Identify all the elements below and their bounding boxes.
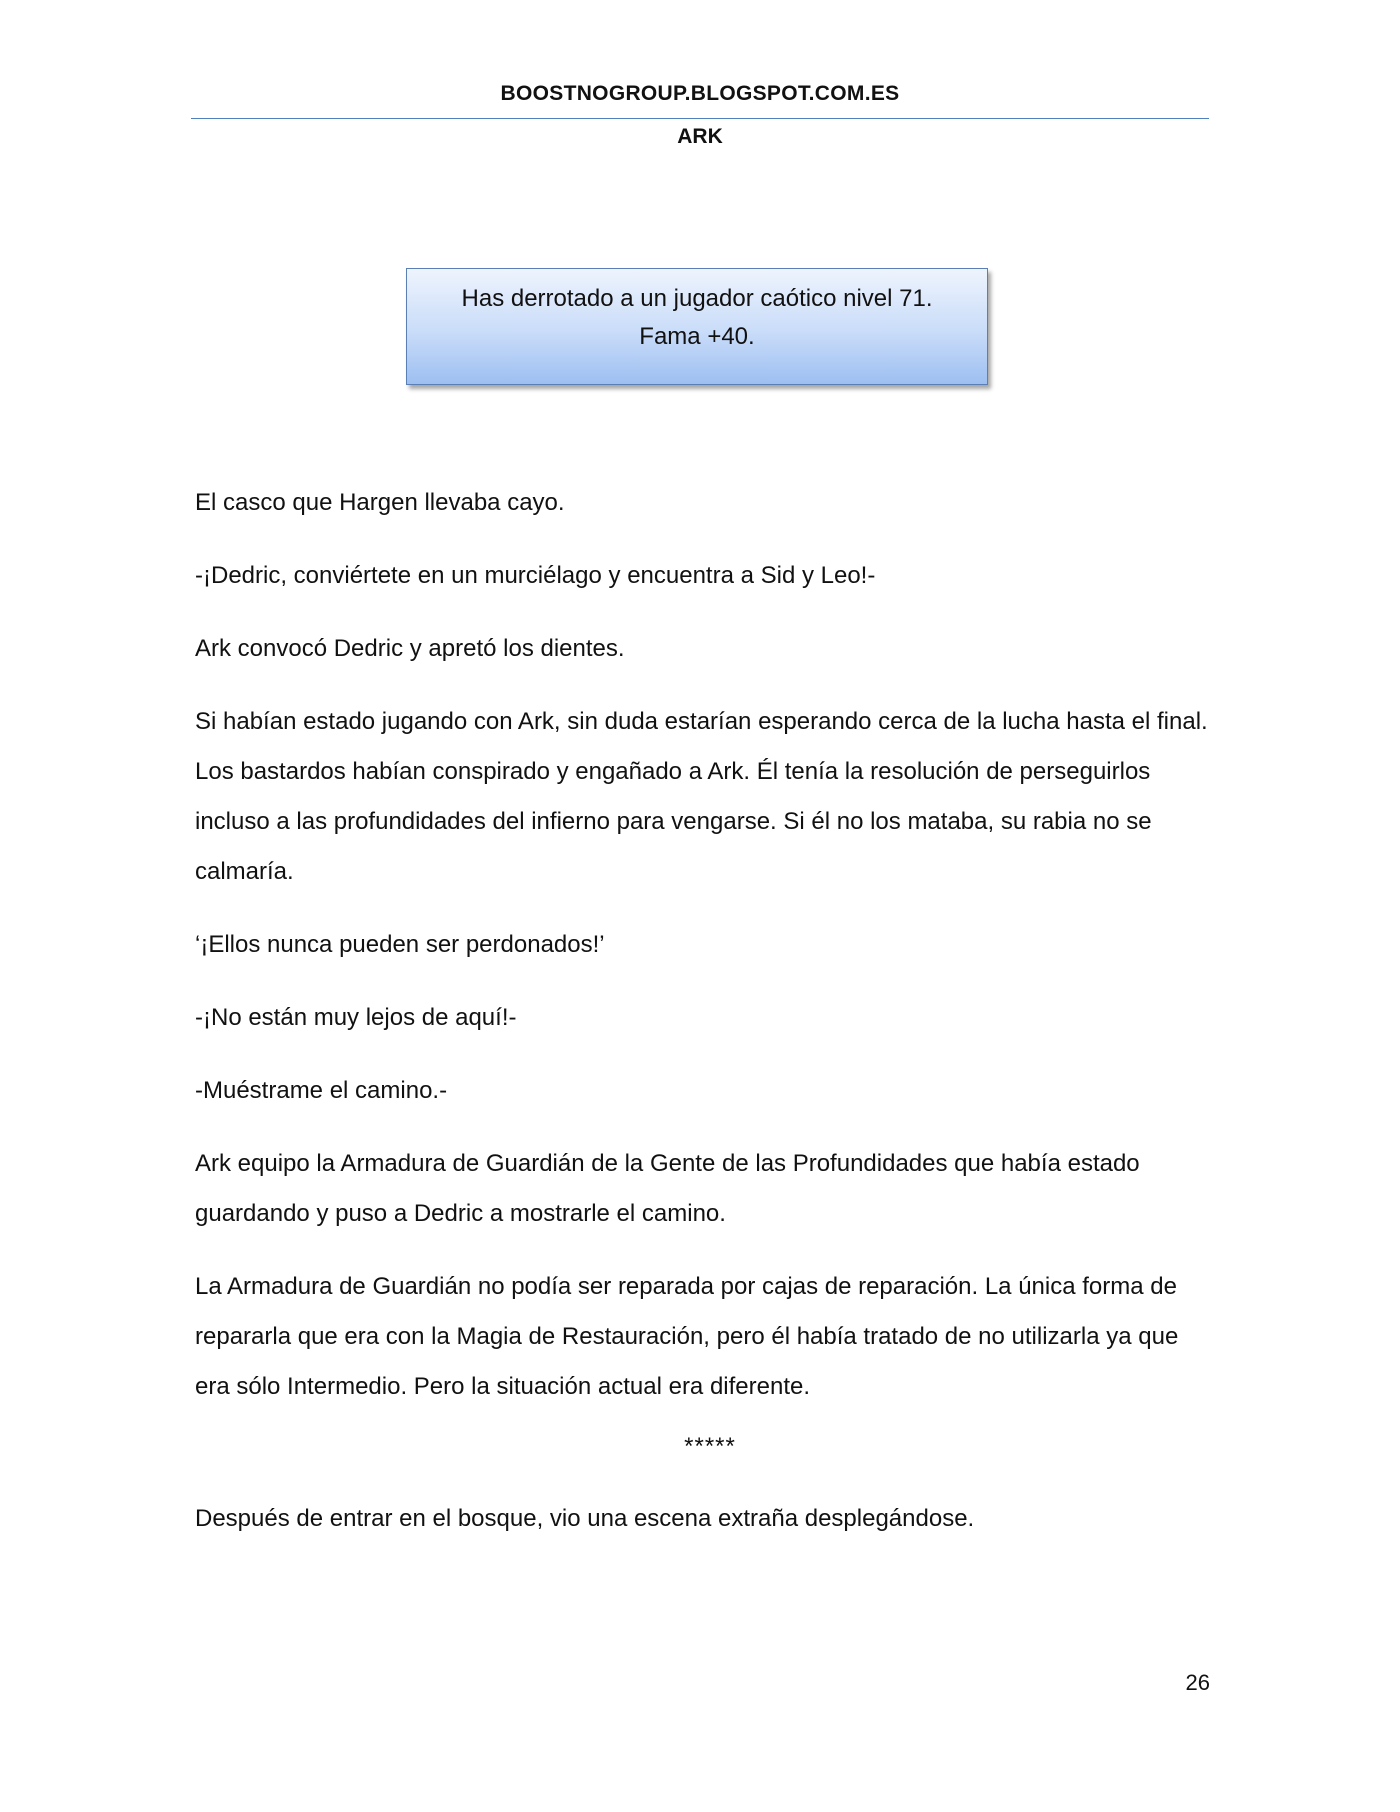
- header-site: BOOSTNOGROUP.BLOGSPOT.COM.ES: [500, 82, 900, 105]
- paragraph-5: ‘¡Ellos nunca pueden ser perdonados!’: [195, 931, 605, 958]
- paragraph-8: Ark equipo la Armadura de Guardián de la Gente de las Profundidades que había estado guardando y puso a Dedric a mostrarle el camino.: [195, 1150, 1140, 1227]
- header-title: ARK: [677, 125, 723, 148]
- paragraph-9: La Armadura de Guardián no podía ser reparada por cajas de reparación. La única forma de repararla que era con la Magia de Restauración, pero él había tratado de no utilizarla ya que era sólo Intermedio. Pero la situación actual era diferente.: [195, 1273, 1179, 1400]
- header-divider: [191, 118, 1209, 119]
- paragraph-7: -Muéstrame el camino.-: [195, 1077, 448, 1104]
- paragraph-2: -¡Dedric, conviértete en un murciélago y encuentra a Sid y Leo!-: [195, 562, 876, 589]
- paragraph-10: Después de entrar en el bosque, vio una escena extraña desplegándose.: [195, 1505, 975, 1532]
- scene-separator: *****: [684, 1433, 736, 1460]
- paragraph-4: Si habían estado jugando con Ark, sin duda estarían esperando cerca de la lucha hasta el final. Los bastardos habían conspirado y engañado a Ark. Él tenía la resolución de perseguirlos incluso a las profundidades del infierno para vengarse. Si él no los mataba, su rabia no se calmaría.: [195, 708, 1208, 885]
- paragraph-6: -¡No están muy lejos de aquí!-: [195, 1004, 517, 1031]
- game-notice-box: [406, 268, 988, 385]
- notice-line-1: Has derrotado a un jugador caótico nivel 71.: [461, 285, 933, 312]
- notice-line-2: Fama +40.: [639, 323, 755, 350]
- paragraph-1: El casco que Hargen llevaba cayo.: [195, 489, 565, 516]
- page-number: 26: [1185, 1670, 1210, 1695]
- paragraph-3: Ark convocó Dedric y apretó los dientes.: [195, 635, 625, 662]
- body-text: [195, 478, 1215, 1567]
